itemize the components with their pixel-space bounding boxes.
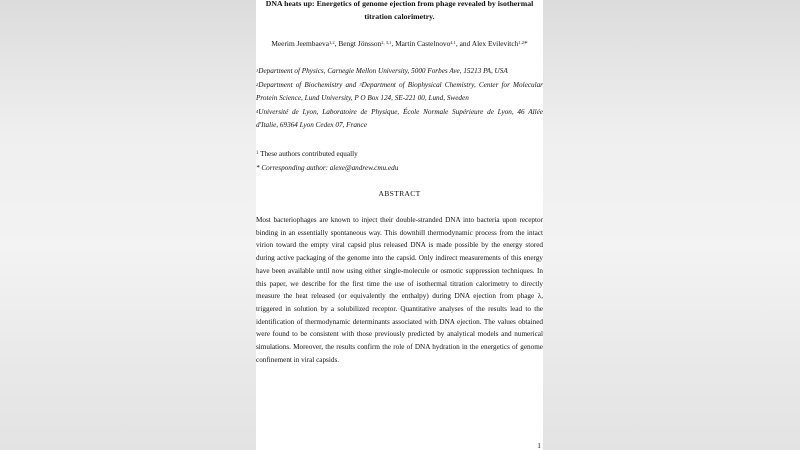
abstract-body: Most bacteriophages are known to inject their double-stranded DNA into bacteria upon receptor binding in an essentially spontaneous way. This downhill thermodynamic process from the intact virion toward the empty viral capsid plus released DNA is made possible by the energy stored during active packaging of the genome into the capsid. Only indirect measurements of this energy have been available until now using either single-molecule or osmotic suppression techniques. In this paper, we describe for the first time the use of isothermal titration calorimetry to directly measure the heat released (or equivalently the enthalpy) during DNA ejection from phage λ, triggered in solution by a solubilized receptor. Quantitative analyses of the results lead to the identification of thermodynamic determinants associated with DNA ejection. The values obtained were found to be consistent with those previously predicted by analytical models and numerical simulations. Moreover, the results confirm the role of DNA hydration in the energetics of genome confinement in viral capsids.: [256, 216, 543, 364]
equal-contribution-text: These authors contributed equally: [258, 150, 358, 158]
author-list: [256, 39, 543, 49]
affiliation-item: [256, 106, 543, 133]
document-page: [256, 0, 543, 450]
abstract-heading: ABSTRACT: [378, 189, 421, 198]
author-name: Alex Evilevitch: [471, 39, 519, 48]
viewer-background-left: [0, 0, 259, 450]
equal-contribution-note: [256, 148, 358, 160]
author-affiliation-marker: 1,2: [329, 40, 335, 45]
corresponding-author-note: * Corresponding author: alexe@andrew.cmu.edu: [256, 164, 399, 172]
author-name: Martin Castelnovo: [395, 39, 451, 48]
author-name: Bengt Jönsson: [338, 39, 382, 48]
viewer-background-right: [543, 0, 800, 450]
paper-title: DNA heats up: Energetics of genome ejection from phage revealed by isothermal titration calorimetry.: [265, 0, 534, 21]
author-name: Meerim Jeembaeva: [271, 39, 329, 48]
affiliation-marker: 4: [256, 108, 259, 114]
affiliation-text: Université de Lyon, Laboratoire de Physique, École Normale Supérieure de Lyon, 46 Allée d'Italie, 69364 Lyon Cedex 07, France: [256, 107, 543, 129]
author-separator: ,: [334, 39, 339, 48]
affiliation-text: Department of Biophysical Chemistry, Center for Molecular Protein Science, Lund University, P O Box 124, SE-221 00, Lund, Sweden: [256, 80, 543, 102]
author-affiliation-marker: 1,2: [518, 40, 524, 45]
affiliation-text: Department of Physics, Carnegie Mellon University, 5000 Forbes Ave, 15213 PA, USA: [258, 67, 508, 75]
equal-contribution-marker: 1: [256, 151, 259, 156]
corresponding-marker: *: [523, 39, 528, 48]
affiliation-marker: 1: [256, 68, 259, 73]
affiliation-item: [256, 65, 543, 79]
affiliation-list: [256, 65, 543, 133]
author-affiliation-marker: 4,1: [450, 40, 456, 45]
affiliation-text: Department of Biochemistry and: [258, 80, 360, 89]
author-affiliation-marker: 2, 3,1: [381, 40, 392, 45]
affiliation-marker: 3: [359, 81, 362, 87]
author-separator: , and: [455, 39, 472, 48]
affiliation-item: [256, 79, 543, 106]
page-number: 1: [537, 441, 541, 450]
author-separator: ,: [391, 39, 396, 48]
affiliation-marker: 2: [256, 81, 259, 87]
